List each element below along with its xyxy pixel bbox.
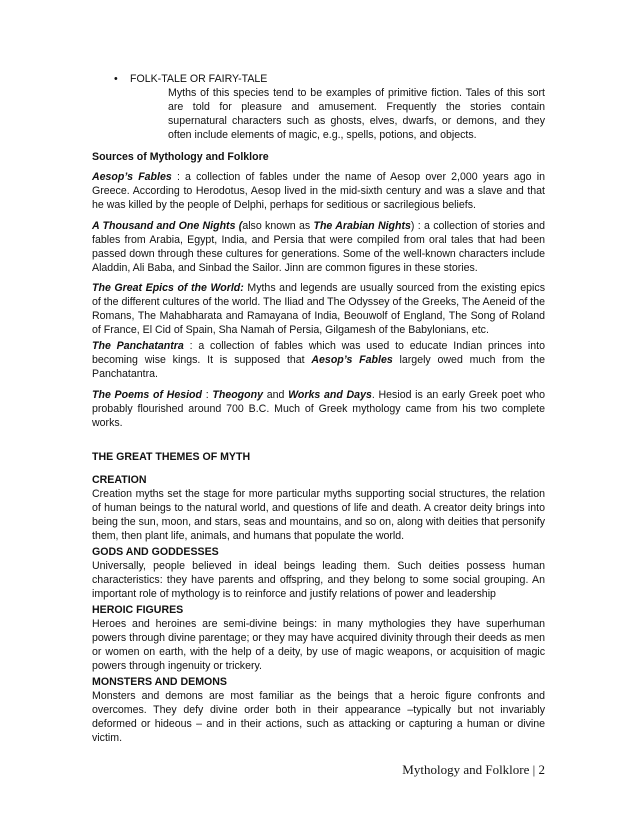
epics-paragraph: [92, 281, 545, 337]
epics-title: The Great Epics of the World:: [92, 282, 244, 294]
nights-paragraph: [92, 219, 545, 275]
nights-mid: also known as: [242, 220, 314, 232]
aesop-title: Aesop’s Fables: [92, 171, 172, 183]
panchatantra-paragraph: [92, 339, 545, 381]
epics-text: Myths and legends are usually sourced from the existing epics of the different cultures of the world. The Iliad and The Odyssey of the Greeks, The Aeneid of the Romans, The Mahabharata and Ramayana of India, Beouwolf of England, The Song of Roland of France, El Cid of Spain, Sha Namah of Persia, Gilgamesh of the Babylonians, etc.: [92, 282, 545, 336]
heroic-paragraph: Heroes and heroines are semi-divine beings: in many mythologies they have superhuman powers through divine parentage; or they may have acquired divinity through their deeds as men or women on earth, with the help of a deity, by use of magic weapons, or acquisition of magic powers through ingenuity or trickery.: [92, 618, 545, 672]
creation-paragraph: Creation myths set the stage for more particular myths supporting social structures, the relation of human beings to the natural world, and questions of life and death. A creator deity brings into being the sun, moon, and stars, seas and mountains, and so on, along with deities that personify them, then plant life, animals, and humans that populate the world.: [92, 488, 545, 542]
hesiod-text: . Hesiod is an early Greek poet who probably flourished around 700 B.C. Much of Greek mythology came from his two complete works.: [92, 389, 546, 429]
panchatantra-title: The Panchatantra: [92, 340, 184, 352]
creation-heading: CREATION: [92, 474, 147, 486]
hesiod-work-1: Theogony: [212, 389, 263, 401]
nights-alt-title: The Arabian Nights: [313, 220, 411, 232]
bullet-marker: •: [114, 73, 118, 85]
monsters-paragraph: Monsters and demons are most familiar as the beings that a heroic figure confronts and overcomes. They defy divine order both in their appearance –typically but not invariably deformed or hideous – and in their actions, such as attacking or capturing a human or divine victim.: [92, 690, 545, 744]
panchatantra-text: : a collection of fables which was used to educate Indian princes into becoming wise kings. It is supposed that: [92, 340, 545, 366]
hesiod-title: The Poems of Hesiod: [92, 389, 203, 401]
hesiod-sep: :: [202, 389, 213, 401]
hesiod-work-2: Works and Days: [288, 389, 372, 401]
aesop-paragraph: [92, 170, 545, 212]
gods-paragraph: Universally, people believed in ideal beings leading them. Such deities possess human characteristics: they have parents and offspring, and they belong to some social grouping. An important role of mythology is to reinforce and justify relations of power and leadership: [92, 560, 545, 600]
themes-heading: THE GREAT THEMES OF MYTH: [92, 451, 251, 463]
nights-title: A Thousand and One Nights (: [92, 220, 243, 232]
hesiod-and: and: [263, 389, 289, 401]
sources-heading: Sources of Mythology and Folklore: [92, 151, 269, 163]
panchatantra-text2: largely owed much from the Panchatantra.: [92, 354, 545, 380]
nights-text: ) : a collection of stories and fables from Arabia, Egypt, India, and Persia that were compiled from oral tales that had been passed down through these cultures for generations. Some of the well-known characters include Aladdin, Ali Baba, and Sinbad the Sailor. Jinn are common figures in these stories.: [92, 220, 545, 274]
gods-heading: GODS AND GODDESSES: [92, 546, 219, 558]
heroic-heading: HEROIC FIGURES: [92, 604, 184, 616]
hesiod-paragraph: [92, 388, 545, 430]
aesop-text: : a collection of fables under the name of Aesop over 2,000 years ago in Greece. According to Herodotus, Aesop lived in the mid-sixth century and was a slave and that he was killed by the people of Delphi, perhaps for seditious or sacrilegious beliefs.: [92, 171, 545, 211]
page-footer: Mythology and Folklore | 2: [402, 762, 545, 777]
bullet-paragraph: Myths of this species tend to be examples of primitive fiction. Tales of this sort are told for pleasure and amusement. Frequently the stories contain supernatural characters such as ghosts, elves, dwarfs, or demons, and they often include elements of magic, e.g., spells, potions, and objects.: [168, 87, 545, 141]
bullet-heading: FOLK-TALE OR FAIRY-TALE: [130, 73, 268, 85]
panchatantra-ref: Aesop’s Fables: [311, 354, 393, 366]
monsters-heading: MONSTERS AND DEMONS: [92, 676, 227, 688]
